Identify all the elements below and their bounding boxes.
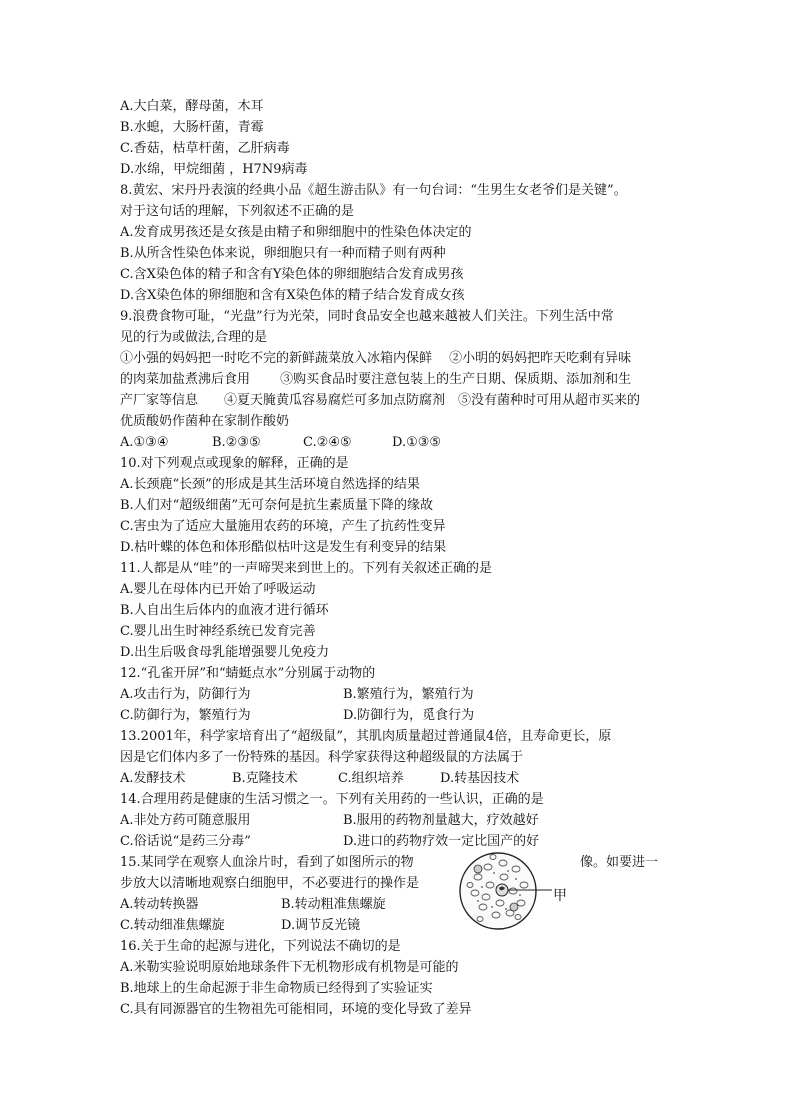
q8-option-b: B.从所含性染色体来说，卵细胞只有一种而精子则有两种 xyxy=(120,246,446,261)
q9-option-a: A.①③④ xyxy=(120,435,169,450)
q8-stem-line2: 对于这句话的理解，下列叙述不正确的是 xyxy=(120,204,355,219)
q16-option-c: C.具有同源器官的生物祖先可能相同，环境的变化导致了差异 xyxy=(120,1002,472,1017)
q16-option-a: A.米勒实验说明原始地球条件下无机物形成有机物是可能的 xyxy=(120,960,459,975)
q11-option-c: C.婴儿出生时神经系统已发育完善 xyxy=(120,624,316,639)
figure-label-jia: 甲 xyxy=(553,888,567,904)
q8-option-a: A.发育成男孩还是女孩是由精子和卵细胞中的性染色体决定的 xyxy=(120,225,472,240)
q12-option-c: C.防御行为，繁殖行为 xyxy=(120,708,251,723)
q14-option-a: A.非处方药可随意服用 xyxy=(120,813,251,828)
q9-option-c: C.②④⑤ xyxy=(303,435,352,450)
q15-option-d: D.调节反光镜 xyxy=(281,918,361,933)
q13-option-a: A.发酵技术 xyxy=(120,771,186,786)
q8-option-d: D.含X染色体的卵细胞和含有X染色体的精子结合发育成女孩 xyxy=(120,288,465,303)
q15-option-a: A.转动转换器 xyxy=(120,897,199,912)
q12-option-d: D.防御行为，觅食行为 xyxy=(343,708,475,723)
q13-option-b: B.克隆技术 xyxy=(232,771,298,786)
q15-stem-left: 15.某同学在观察人血涂片时，看到了如图所示的物 xyxy=(120,855,414,870)
q11-option-b: B.人自出生后体内的血液才进行循环 xyxy=(120,603,329,618)
q10-option-c: C.害虫为了适应大量施用农药的环境，产生了抗药性变异 xyxy=(120,519,446,534)
q10-option-a: A.长颈鹿“长颈”的形成是其生活环境自然选择的结果 xyxy=(120,477,420,492)
q9-option-b: B.②③⑤ xyxy=(212,435,261,450)
q9-items-line3: 产厂家等信息 ④夏天腌黄瓜容易腐烂可多加点防腐剂 ⑤没有菌种时可用从超市买来的 xyxy=(120,393,641,408)
q9-option-d: D.①③⑤ xyxy=(392,435,442,450)
q7-option-b: B.水螅，大肠杆菌，青霉 xyxy=(120,120,264,135)
q11-option-a: A.婴儿在母体内已开始了呼吸运动 xyxy=(120,582,316,597)
q10-stem: 10.对下列观点或现象的解释，正确的是 xyxy=(120,456,349,471)
q9-stem-line1: 9.浪费食物可耻，“光盘”行为光荣，同时食品安全也越来越被人们关注。下列生活中常 xyxy=(120,309,614,324)
q16-stem: 16.关于生命的起源与进化，下列说法不确切的是 xyxy=(120,939,401,954)
q7-option-a: A.大白菜，酵母菌，木耳 xyxy=(120,99,264,114)
q12-stem: 12.“孔雀开屏”和“蜻蜓点水”分别属于动物的 xyxy=(120,666,376,681)
q10-option-b: B.人们对“超级细菌”无可奈何是抗生素质量下降的缘故 xyxy=(120,498,433,513)
q9-items-line1: ①小强的妈妈把一时吃不完的新鲜蔬菜放入冰箱内保鲜 ②小明的妈妈把昨天吃剩有异味 xyxy=(120,351,632,366)
q8-option-c: C.含X染色体的精子和含有Y染色体的卵细胞结合发育成男孩 xyxy=(120,267,464,282)
q12-option-a: A.攻击行为，防御行为 xyxy=(120,687,251,702)
q15-option-c: C.转动细准焦螺旋 xyxy=(120,918,225,933)
blood-smear-figure xyxy=(458,847,564,943)
q7-option-d: D.水绵，甲烷细菌 ，H7N9病毒 xyxy=(120,162,308,177)
q13-stem-line2: 因是它们体内多了一份特殊的基因。科学家获得这种超级鼠的方法属于 xyxy=(120,750,524,765)
q7-option-c: C.香菇，枯草杆菌，乙肝病毒 xyxy=(120,141,290,156)
q10-option-d: D.枯叶蝶的体色和体形酷似枯叶这是发生有利变异的结果 xyxy=(120,540,447,555)
q13-option-d: D.转基因技术 xyxy=(440,771,520,786)
q13-stem-line1: 13.2001年，科学家培育出了“超级鼠”，其肌肉质量超过普通鼠4倍，且寿命更长，原 xyxy=(120,729,612,744)
q15-option-b: B.转动粗准焦螺旋 xyxy=(281,897,386,912)
q15-stem-right: 像。如要进一 xyxy=(580,855,659,870)
q15-stem-line2: 步放大以清晰地观察白细胞甲，不必要进行的操作是 xyxy=(120,876,420,891)
q14-option-d: D.进口的药物疗效一定比国产的好 xyxy=(343,834,540,849)
q11-option-d: D.出生后吸食母乳能增强婴儿免疫力 xyxy=(120,645,330,660)
q9-items-line4: 优质酸奶作菌种在家制作酸奶 xyxy=(120,414,290,429)
q16-option-b: B.地球上的生命起源于非生命物质已经得到了实验证实 xyxy=(120,981,433,996)
q14-option-c: C.俗话说“是药三分毒” xyxy=(120,834,251,849)
q13-option-c: C.组织培养 xyxy=(338,771,404,786)
q14-option-b: B.服用的药物剂量越大，疗效越好 xyxy=(343,813,539,828)
q12-option-b: B.繁殖行为，繁殖行为 xyxy=(343,687,474,702)
q14-stem: 14.合理用药是健康的生活习惯之一。下列有关用药的一些认识，正确的是 xyxy=(120,792,544,807)
q11-stem: 11.人都是从“哇”的一声啼哭来到世上的。下列有关叙述正确的是 xyxy=(120,561,492,576)
q8-stem-line1: 8.黄宏、宋丹丹表演的经典小品《超生游击队》有一句台词：“生男生女老爷们是关键”。 xyxy=(120,183,627,198)
q9-items-line2: 的肉菜加盐煮沸后食用 ③购买食品时要注意包装上的生产日期、保质期、添加剂和生 xyxy=(120,372,632,387)
q9-stem-line2: 见的行为或做法,合理的是 xyxy=(120,330,268,345)
